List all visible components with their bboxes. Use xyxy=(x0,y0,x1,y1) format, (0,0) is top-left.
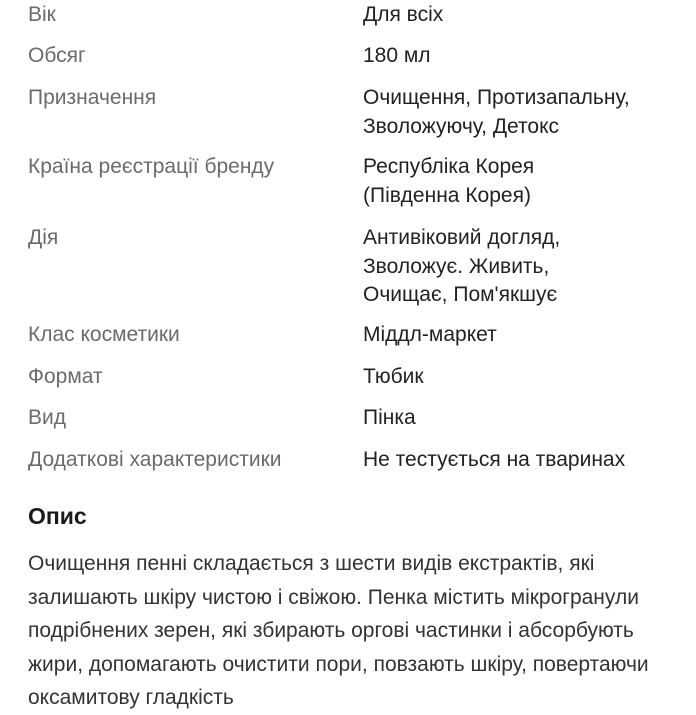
spec-label: Вік xyxy=(28,3,56,26)
spec-label: Дія xyxy=(28,226,59,249)
spec-value: Для всіх xyxy=(363,3,444,26)
description-title: Опис xyxy=(28,503,87,529)
spec-value: Республіка Корея (Південна Корея) xyxy=(363,155,535,207)
spec-label: Формат xyxy=(28,365,103,388)
spec-value: Міддл-маркет xyxy=(363,323,497,346)
spec-value: 180 мл xyxy=(363,44,431,67)
spec-value: Тюбик xyxy=(363,365,424,388)
spec-value: Не тестується на тваринах xyxy=(363,448,626,471)
spec-label: Обсяг xyxy=(28,44,86,67)
spec-label: Призначення xyxy=(28,86,157,109)
spec-label: Країна реєстрації бренду xyxy=(28,155,275,178)
spec-value: Антивіковий догляд, Зволожує. Живить, Очищає, Пом'якшує xyxy=(363,226,561,306)
spec-label: Клас косметики xyxy=(28,323,180,346)
spec-value: Пінка xyxy=(363,406,416,429)
description-text: Очищення пенні складається з шести видів екстрактів, які залишають шкіру чистою і свіжою. Пенка містить мікрогранули подрібнених зерен, які збирають оргові частинки і абсорбують жири, допомагають очистити пори, повзають шкіру, повертаючи оксамитову гладкість xyxy=(28,552,649,709)
spec-label: Вид xyxy=(28,406,66,429)
spec-label: Додаткові характеристики xyxy=(28,448,282,471)
spec-value: Очищення, Протизапальну, Зволожуючу, Детокс xyxy=(363,86,630,138)
